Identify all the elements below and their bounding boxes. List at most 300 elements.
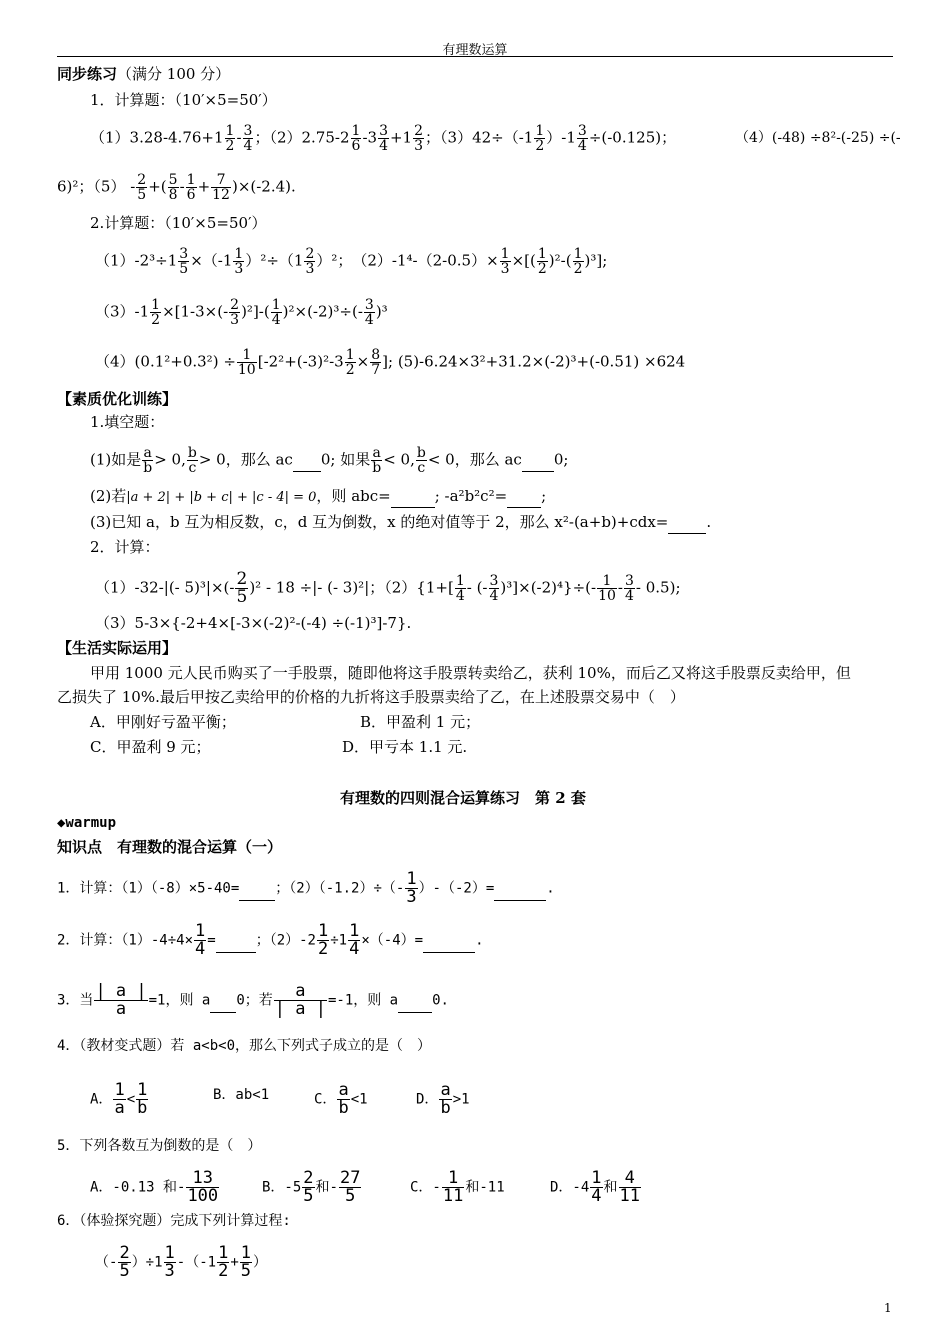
fraction xyxy=(240,1245,252,1280)
fraction xyxy=(597,574,617,603)
paragraph-line1: 甲用 1000 元人民币购买了一手股票，随即他将这手股票转卖给乙，获利 10%，而后乙又将这手股票反卖给甲，但 xyxy=(90,664,851,682)
text: ; xyxy=(541,487,547,505)
den: 4 xyxy=(577,138,587,154)
set2-q4-optA xyxy=(90,1082,149,1117)
set2-q5: 5．下列各数互为倒数的是（ ） xyxy=(57,1138,262,1154)
text: ÷(-0.125)； xyxy=(588,128,677,147)
den: 2 xyxy=(537,261,547,277)
den: 5 xyxy=(236,587,248,607)
text: )³ xyxy=(375,302,388,321)
num: 1 xyxy=(186,172,196,188)
num: 3 xyxy=(624,573,634,589)
fraction xyxy=(142,446,153,475)
option-d: D．甲亏本 1.1 元. xyxy=(342,738,468,756)
text: 和-11 xyxy=(465,1179,505,1196)
num: 5 xyxy=(168,172,178,188)
num: 1 xyxy=(318,921,329,941)
text: - xyxy=(179,177,185,196)
num: 1 xyxy=(137,1080,148,1100)
text: - 0.5); xyxy=(635,578,681,597)
fraction xyxy=(211,173,231,202)
blank xyxy=(293,449,321,472)
blank xyxy=(210,990,236,1013)
fraction xyxy=(371,446,382,475)
num: 1 xyxy=(242,347,252,363)
set2-q6: 6．（体验探究题）完成下列计算过程: xyxy=(57,1213,291,1229)
fraction xyxy=(304,247,315,276)
set2-q4-optD xyxy=(416,1082,470,1117)
den: 3 xyxy=(414,138,424,154)
fraction xyxy=(624,574,635,603)
fraction xyxy=(243,124,254,153)
num: 1 xyxy=(406,869,417,889)
set2-q4-optC xyxy=(314,1082,368,1117)
text: = xyxy=(207,932,216,949)
fraction xyxy=(577,124,588,153)
num: 1 xyxy=(114,1080,125,1100)
num: 8 xyxy=(371,347,381,363)
den: 12 xyxy=(212,187,230,203)
q2-line2 xyxy=(95,298,388,327)
text: ×[1-3×(- xyxy=(162,302,229,321)
den: a xyxy=(114,1098,125,1118)
section-title: 同步练习 xyxy=(57,65,118,83)
set2-q5-optD xyxy=(550,1170,642,1205)
section-score: （满分 100 分） xyxy=(117,65,231,83)
fraction xyxy=(178,247,189,276)
set2-q5-optA xyxy=(90,1170,220,1205)
text: =1，则 a xyxy=(148,992,211,1009)
den: 2 xyxy=(535,138,545,154)
fraction xyxy=(378,124,389,153)
text: 2．计算：（1）-4÷4× xyxy=(57,932,194,949)
text: 0; xyxy=(553,450,569,469)
den: 3 xyxy=(230,312,240,328)
fraction xyxy=(194,923,206,958)
fraction xyxy=(351,124,362,153)
abs-expression: |a + 2| + |b + c| + |c - 4| = 0 xyxy=(126,490,317,505)
fraction xyxy=(168,173,179,202)
num: 7 xyxy=(216,172,226,188)
calc-1-2 xyxy=(95,571,681,606)
den: 11 xyxy=(619,1186,641,1206)
text: C．- xyxy=(410,1179,441,1196)
text: (2)若 xyxy=(90,487,127,505)
text: （- xyxy=(95,1254,118,1271)
option-c: C．甲盈利 9 元； xyxy=(90,738,211,756)
fraction xyxy=(364,298,375,327)
set2-q3 xyxy=(57,983,449,1018)
fraction xyxy=(186,1170,219,1205)
text: - xyxy=(236,128,242,147)
fraction xyxy=(94,983,147,1018)
text: < 0, xyxy=(383,450,415,469)
fraction xyxy=(302,1170,314,1205)
text: ；（2）{1+[ xyxy=(369,578,454,597)
num: a xyxy=(338,1080,349,1100)
num: 1 xyxy=(151,297,161,313)
text: ）-1 xyxy=(546,128,576,147)
num: 2 xyxy=(236,569,248,589)
blank xyxy=(423,930,475,953)
text: (3)已知 a，b 互为相反数，c，d 互为倒数，x 的绝对值等于 2，那么 x²-(a+b)+cdx= xyxy=(90,513,669,531)
num: 1 xyxy=(591,1168,602,1188)
text: 6)²；（5） - xyxy=(57,177,136,196)
fraction xyxy=(416,446,427,475)
fraction xyxy=(405,871,417,906)
fraction xyxy=(534,124,545,153)
den: 7 xyxy=(371,362,381,378)
fraction xyxy=(136,173,147,202)
num: 1 xyxy=(447,1168,459,1188)
fill-2 xyxy=(90,485,546,509)
num: 1 xyxy=(573,246,583,262)
num: 2 xyxy=(137,172,147,188)
fraction xyxy=(229,298,240,327)
text: . xyxy=(546,880,555,897)
den: 6 xyxy=(186,187,196,203)
num: 1 xyxy=(535,123,545,139)
num: a xyxy=(295,981,306,1001)
blank xyxy=(494,878,546,901)
option-b: B．甲盈利 1 元； xyxy=(360,713,481,731)
blank xyxy=(398,990,432,1013)
text: D．-4 xyxy=(550,1179,590,1196)
text: )³]; xyxy=(584,251,608,270)
num: 3 xyxy=(379,123,388,139)
num: 2 xyxy=(303,1168,314,1188)
text: 0. xyxy=(432,992,449,1009)
num: 1 xyxy=(218,1243,229,1263)
den: 8 xyxy=(168,187,178,203)
fill-1 xyxy=(90,446,568,475)
den: a xyxy=(94,1000,147,1018)
text: （1）-32- xyxy=(95,578,164,597)
text: ×（-1 xyxy=(190,251,233,270)
text: +1 xyxy=(389,128,413,147)
fraction xyxy=(233,247,244,276)
fraction xyxy=(590,1170,602,1205)
den: 2 xyxy=(218,1261,229,1281)
fraction xyxy=(442,1170,464,1205)
text: （1）-2³÷1 xyxy=(95,251,178,270)
text: [-2²+(-3)²-3 xyxy=(257,352,344,371)
text: > 0, xyxy=(154,450,186,469)
text: 和 xyxy=(603,1179,618,1196)
den: 4 xyxy=(489,588,499,604)
fraction xyxy=(345,348,356,377)
fraction xyxy=(455,574,466,603)
header-rule xyxy=(57,56,893,57)
den: 4 xyxy=(624,588,634,604)
den: 4 xyxy=(243,138,253,154)
warmup-label: ◆warmup xyxy=(57,815,117,831)
text: ；（3）42÷（-1 xyxy=(425,128,534,147)
den: 10 xyxy=(237,362,256,378)
den: b xyxy=(338,1098,349,1118)
set2-q4: 4．（教材变式题）若 a<b<0，那么下列式子成立的是（ ） xyxy=(57,1038,431,1054)
text: (1)如是 xyxy=(90,450,142,469)
den: c xyxy=(188,460,197,476)
text: < 0，那么 ac xyxy=(427,450,522,469)
text: （4）(0.1²+0.3²) ÷ xyxy=(95,352,236,371)
fraction xyxy=(271,298,282,327)
num: a xyxy=(440,1080,451,1100)
text: . xyxy=(706,513,712,531)
den: | a | xyxy=(274,999,326,1019)
text: ；（2）-2 xyxy=(255,932,316,949)
den: 4 xyxy=(364,312,374,328)
fraction xyxy=(317,923,329,958)
text: ; -a²b²c²= xyxy=(434,487,508,505)
num: 27 xyxy=(339,1168,361,1188)
text: C． xyxy=(314,1091,337,1108)
text: A．-0.13 和- xyxy=(90,1179,186,1196)
num: 1 xyxy=(500,246,510,262)
text: ）²÷（1 xyxy=(245,251,304,270)
text: （1）3.28-4.76+1 xyxy=(90,128,224,147)
text: )×(-2.4). xyxy=(231,177,296,196)
num: 4 xyxy=(624,1168,635,1188)
text: 3．当 xyxy=(57,992,94,1009)
section-sync-practice xyxy=(57,63,230,85)
num: 1 xyxy=(455,573,465,589)
fraction xyxy=(348,923,360,958)
num: b xyxy=(187,445,197,461)
text: × xyxy=(356,352,370,371)
text: ÷1 xyxy=(330,932,348,949)
num: 2 xyxy=(119,1243,130,1263)
den: 5 xyxy=(119,1261,130,1281)
text: -（-1 xyxy=(176,1254,217,1271)
fraction xyxy=(113,1082,125,1117)
q1-line1 xyxy=(90,124,676,153)
text: )³]×(-2)⁴}÷(- xyxy=(500,578,597,597)
fraction xyxy=(500,247,511,276)
text: 和- xyxy=(315,1179,338,1196)
num: 1 xyxy=(602,573,612,589)
calc-3: （3）5-3×{-2+4×[-3×(-2)²-(-4) ÷(-1)³]-7}. xyxy=(95,614,412,632)
num: 1 xyxy=(351,123,361,139)
den: 5 xyxy=(137,187,147,203)
text: )²×(-2)³÷(- xyxy=(282,302,363,321)
num: 3 xyxy=(179,246,189,262)
num: 3 xyxy=(577,123,587,139)
text: ；（2）（-1.2）÷（- xyxy=(275,880,405,897)
num: 13 xyxy=(192,1168,214,1188)
paragraph-line2: 乙损失了 10%.最后甲按乙卖给甲的价格的九折将这手股票卖给了乙，在上述股票交易中（ ） xyxy=(57,688,685,706)
den: 5 xyxy=(240,1261,252,1281)
fraction xyxy=(339,1170,361,1205)
num: 1 xyxy=(271,297,281,313)
den: 5 xyxy=(339,1187,361,1205)
num: b xyxy=(416,445,426,461)
num: 1 xyxy=(537,246,547,262)
text: ，则 abc= xyxy=(316,487,391,505)
den: 4 xyxy=(349,939,360,959)
den: 3 xyxy=(500,261,510,277)
den: 100 xyxy=(187,1186,219,1206)
num: 1 xyxy=(349,921,360,941)
text: 0；若 xyxy=(236,992,273,1009)
set2-q5-optC xyxy=(410,1170,505,1205)
text: 1．计算：（1）（-8）×5-40= xyxy=(57,880,240,897)
den: 3 xyxy=(164,1261,175,1281)
text: < xyxy=(126,1091,136,1108)
fraction xyxy=(439,1082,451,1117)
den: 3 xyxy=(234,261,244,277)
num: 1 xyxy=(234,246,244,262)
num: 1 xyxy=(195,921,206,941)
fraction xyxy=(489,574,500,603)
fraction xyxy=(118,1245,130,1280)
fraction xyxy=(237,348,257,377)
num: 1 xyxy=(164,1243,175,1263)
den: 5 xyxy=(303,1186,314,1206)
den: 4 xyxy=(379,138,388,154)
fraction xyxy=(573,247,584,276)
text: |(- 5)³|×(- xyxy=(163,578,235,597)
text: A． xyxy=(90,1091,113,1108)
text: > 0，那么 ac xyxy=(198,450,293,469)
den: b xyxy=(137,1098,148,1118)
num: 3 xyxy=(489,573,499,589)
text: )²]-( xyxy=(241,302,270,321)
num: 1 xyxy=(345,347,355,363)
fraction xyxy=(235,571,248,606)
text: ]; (5)-6.24×3²+31.2×(-2)³+(-0.51) ×624 xyxy=(382,352,686,371)
blank xyxy=(507,485,541,508)
den: 2 xyxy=(225,138,235,154)
text: +( xyxy=(148,177,167,196)
fraction xyxy=(164,1245,176,1280)
q1-title: 1．计算题：（10′×5=50′） xyxy=(90,91,277,109)
blank xyxy=(668,511,706,534)
text: ）÷1 xyxy=(131,1254,163,1271)
text: ） xyxy=(253,1254,268,1271)
num: 2 xyxy=(230,297,240,313)
text: )² - 18 ÷|- (- 3)²| xyxy=(249,578,370,597)
text: ×[( xyxy=(511,251,536,270)
option-a: A．甲刚好亏盈平衡； xyxy=(90,713,236,731)
fraction xyxy=(537,247,548,276)
fill-3 xyxy=(90,511,711,534)
text: - (- xyxy=(466,578,488,597)
den: 5 xyxy=(179,261,189,277)
num: 1 xyxy=(225,123,235,139)
text: =-1，则 a xyxy=(327,992,399,1009)
text: B．-5 xyxy=(262,1179,302,1196)
text: <1 xyxy=(350,1091,368,1108)
den: 3 xyxy=(305,261,315,277)
text: + xyxy=(230,1254,239,1271)
text: )²-( xyxy=(548,251,572,270)
den: 2 xyxy=(318,939,329,959)
den: c xyxy=(417,460,426,476)
fraction xyxy=(619,1170,641,1205)
den: 4 xyxy=(195,939,206,959)
num: 3 xyxy=(243,123,253,139)
text: ）-（-2）= xyxy=(418,880,495,897)
set2-q5-optB xyxy=(262,1170,362,1205)
den: 3 xyxy=(406,887,417,907)
fraction xyxy=(413,124,424,153)
den: b xyxy=(440,1098,451,1118)
q2-title: 2.计算题：（10′×5=50′） xyxy=(90,214,267,232)
page-number: 1 xyxy=(884,1301,892,1315)
knowledge-point: 知识点 有理数的混合运算（一） xyxy=(57,838,283,856)
num: 1 xyxy=(240,1243,252,1263)
text: . xyxy=(475,932,484,949)
text: （3）-1 xyxy=(95,302,150,321)
calc-title: 2．计算： xyxy=(90,538,160,556)
den: b xyxy=(143,460,153,476)
fraction xyxy=(187,446,198,475)
section-quality-training: 【素质优化训练】 xyxy=(57,390,178,408)
fraction xyxy=(274,983,327,1018)
q1-line2 xyxy=(57,173,296,202)
fill-title: 1.填空题： xyxy=(90,413,165,431)
den: 2 xyxy=(345,362,355,378)
den: 2 xyxy=(151,312,161,328)
den: 11 xyxy=(442,1186,464,1206)
fraction xyxy=(217,1245,229,1280)
num: | a | xyxy=(95,981,147,1001)
den: 6 xyxy=(351,138,361,154)
den: 2 xyxy=(573,261,583,277)
q2-line1 xyxy=(95,247,607,276)
num: a xyxy=(143,445,152,461)
set2-q2 xyxy=(57,923,484,958)
text: ；（2）2.75-2 xyxy=(254,128,350,147)
text: ×（-4）= xyxy=(361,932,424,949)
set2-title: 有理数的四则混合运算练习 第 2 套 xyxy=(340,789,586,807)
page-header-title: 有理数运算 xyxy=(442,43,508,58)
section-real-life: 【生活实际运用】 xyxy=(57,639,178,657)
text: - xyxy=(617,578,623,597)
den: 4 xyxy=(455,588,465,604)
blank xyxy=(239,878,275,901)
text: -3 xyxy=(362,128,378,147)
blank xyxy=(216,930,256,953)
den: 4 xyxy=(271,312,281,328)
den: 10 xyxy=(598,588,616,604)
blank xyxy=(522,449,554,472)
fraction xyxy=(370,348,381,377)
q1-part4: （4）(-48) ÷8²-(-25) ÷(- xyxy=(735,130,901,146)
fraction xyxy=(186,173,197,202)
set2-q1 xyxy=(57,871,555,906)
num: a xyxy=(372,445,381,461)
fraction xyxy=(150,298,161,327)
text: D． xyxy=(416,1091,439,1108)
fraction xyxy=(337,1082,349,1117)
den: b xyxy=(372,460,382,476)
num: 3 xyxy=(364,297,374,313)
den: 4 xyxy=(591,1186,602,1206)
fraction xyxy=(136,1082,148,1117)
text: 0; 如果 xyxy=(320,450,371,469)
num: 2 xyxy=(305,246,315,262)
num: 2 xyxy=(414,123,424,139)
fraction xyxy=(225,124,236,153)
blank xyxy=(391,485,435,508)
q2-line3 xyxy=(95,348,685,377)
set2-q6-expression xyxy=(95,1245,267,1280)
text: + xyxy=(197,177,211,196)
text: >1 xyxy=(452,1091,470,1108)
text: ）²； （2）-1⁴-（2-0.5）× xyxy=(316,251,499,270)
